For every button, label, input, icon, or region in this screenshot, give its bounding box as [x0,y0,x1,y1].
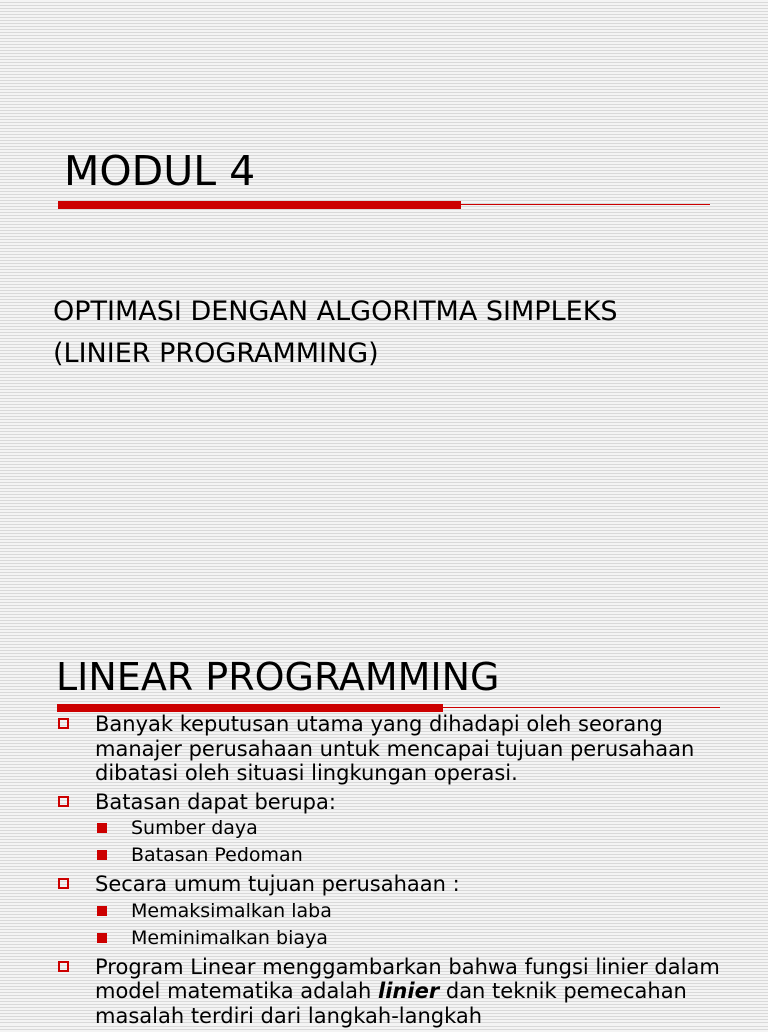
slide-subtitle [53,291,618,375]
hollow-square-bullet-icon [58,718,69,729]
hollow-square-bullet-icon [58,796,69,807]
sub-bullet-item [95,815,736,841]
sub-bullet-text: Batasan Pedoman [131,844,303,866]
filled-square-bullet-icon [97,823,107,833]
sub-bullet-text: Memaksimalkan laba [131,899,332,922]
title-underline-thick [57,704,443,712]
sub-bullet-item [95,898,736,924]
title-underline-thick [58,201,461,209]
sub-bullet-list [95,898,736,951]
filled-square-bullet-icon [97,850,107,860]
slide-title: LINEAR PROGRAMMING [56,655,500,699]
sub-bullet-text: Meminimalkan biaya [131,926,328,949]
slide-title: MODUL 4 [64,147,256,195]
bullet-list [56,712,736,1032]
sub-bullet-item [95,842,736,868]
bullet-text-end: dan teknik pemecahan masalah terdiri dari langkah-langkah [95,979,687,1028]
bullet-item [56,955,736,1029]
emphasized-term: linier [378,979,440,1003]
bullet-text: Batasan dapat berupa: [95,789,336,814]
bullet-text: Banyak keputusan utama yang dihadapi oleh seorang manajer perusahaan untuk mencapai tujuan perusahaan dibatasi oleh situasi lingkungan operasi. [95,712,695,785]
hollow-square-bullet-icon [58,961,69,972]
hollow-square-bullet-icon [58,878,69,889]
title-underline-thin [461,204,710,205]
title-underline-thin [443,707,720,708]
bullet-item [56,790,736,869]
sub-bullet-text: Sumber daya [131,817,258,839]
subtitle-line: OPTIMASI DENGAN ALGORITMA SIMPLEKS [53,296,618,327]
bullet-item [56,872,736,951]
bullet-text-start: Program Linear menggambarkan bahwa fungsi linier dalam model matematika adalah [95,954,720,1003]
filled-square-bullet-icon [97,906,107,916]
bullet-text [95,955,720,1028]
slide-linear-programming [0,620,768,1028]
bullet-item [56,712,736,786]
sub-bullet-item [95,925,736,951]
sub-bullet-list [95,815,736,868]
subtitle-line: (LINIER PROGRAMMING) [53,338,379,369]
filled-square-bullet-icon [97,933,107,943]
bullet-text: Secara umum tujuan perusahaan : [95,872,460,896]
